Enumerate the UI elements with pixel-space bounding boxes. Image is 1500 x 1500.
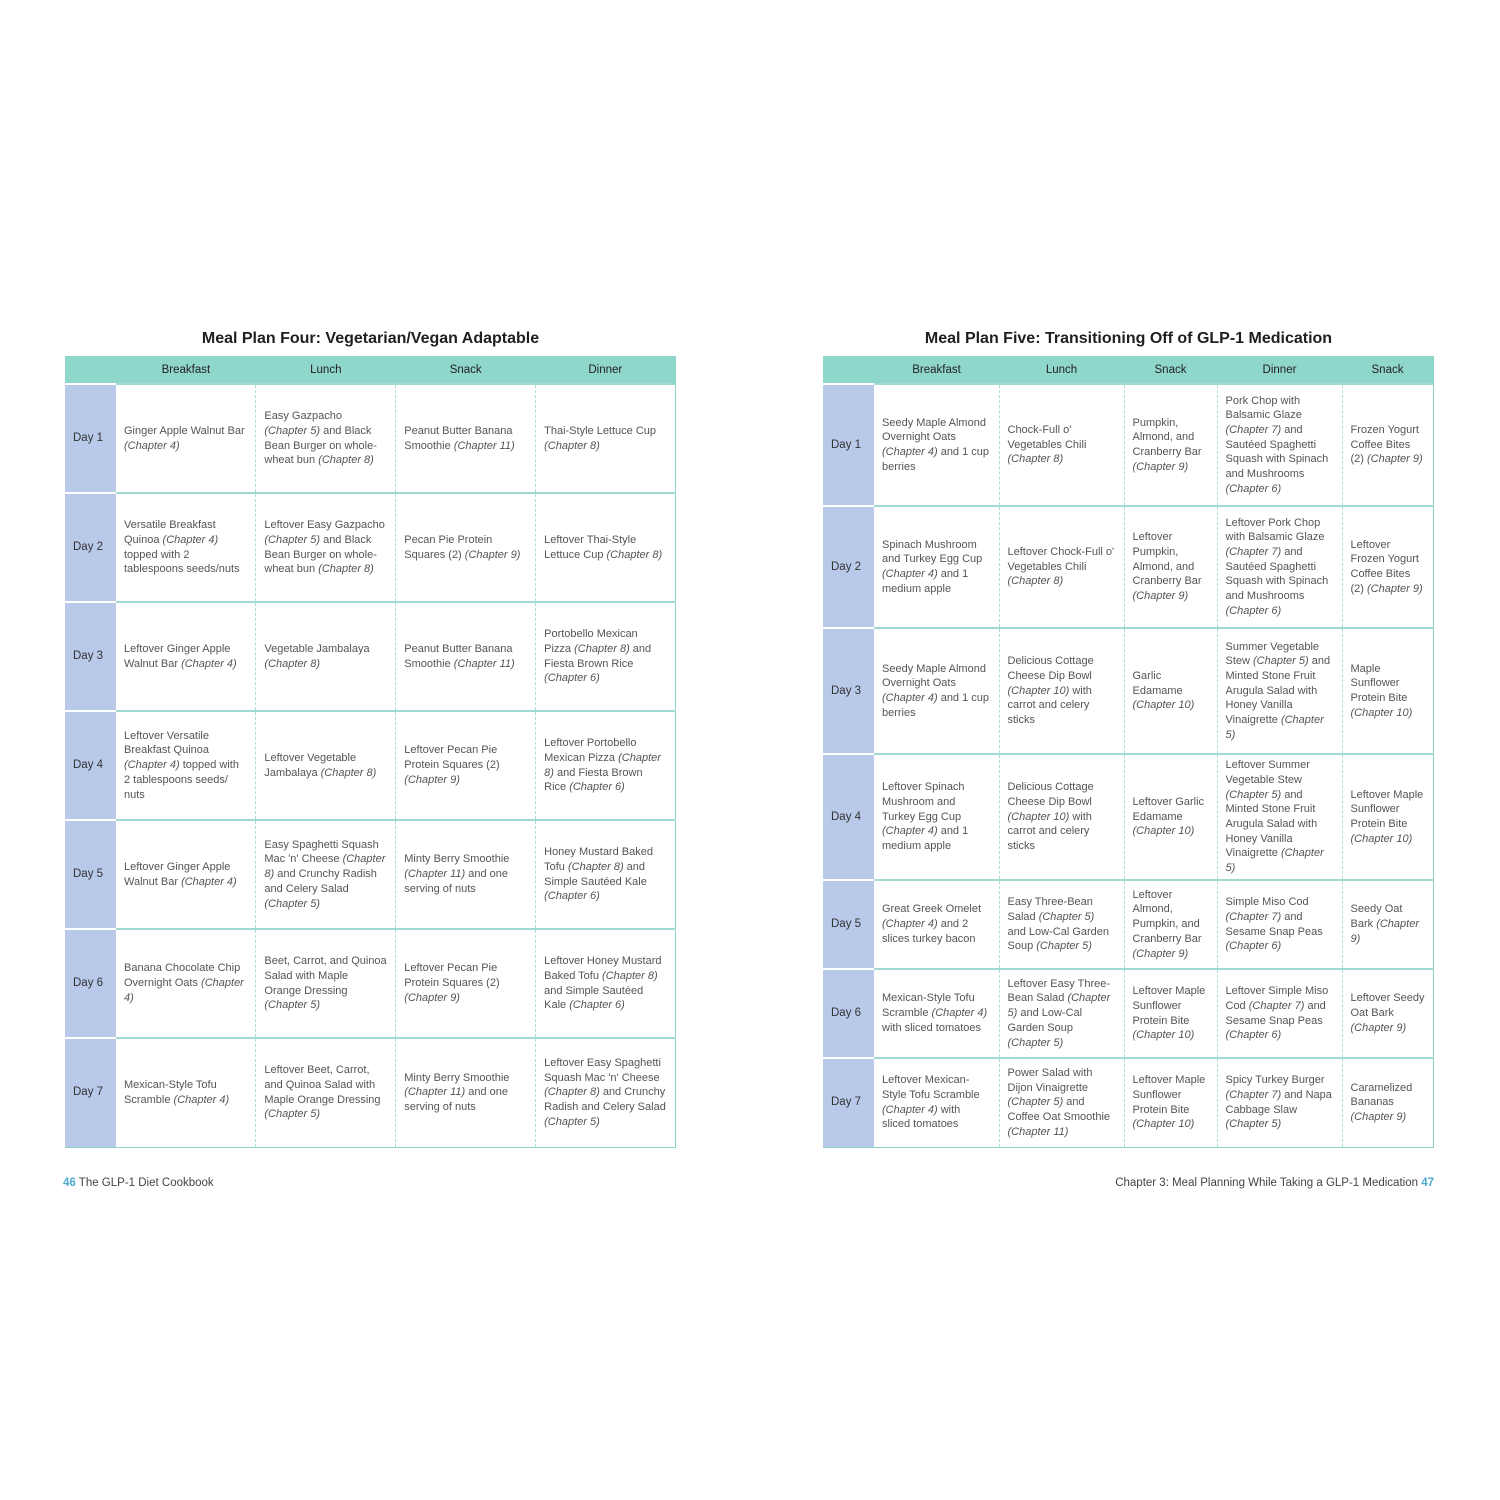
chapter-reference: (Chapter 10) <box>1007 684 1070 697</box>
day-row <box>823 1058 1434 1147</box>
chapter-reference: (Chapter 5) <box>1038 910 1095 923</box>
meal-cell <box>1124 384 1217 506</box>
chapter-reference: (Chapter 6) <box>1225 482 1282 495</box>
meal-cell <box>396 602 536 711</box>
chapter-reference: (Chapter 9) <box>404 773 460 786</box>
meal-cell <box>874 506 999 628</box>
day-label: Day 6 <box>823 969 874 1058</box>
meal-cell <box>536 1038 676 1147</box>
meal-text: Leftover Thai-Style Lettuce Cup <box>544 533 637 561</box>
meal-cell <box>1124 628 1217 754</box>
meal-text: and one serving of nuts <box>404 1086 509 1114</box>
meal-text: Vegetable Jambalaya <box>264 642 370 655</box>
meal-text: and Minted Stone Fruit Arugula Salad with Honey Vanilla Vinaigrette <box>1225 788 1318 860</box>
chapter-reference: (Chapter 4) <box>181 875 237 888</box>
meal-cell <box>1217 1058 1342 1147</box>
column-header-dinner: Dinner <box>1217 356 1342 384</box>
meal-cell <box>256 929 396 1038</box>
meal-cell <box>396 1038 536 1147</box>
meal-text: Mexican-Style Tofu Scramble <box>882 992 975 1020</box>
chapter-reference: (Chapter 5) <box>1007 1036 1064 1049</box>
meal-text: Pork Chop with Balsamic Glaze <box>1225 394 1302 422</box>
day-row <box>823 969 1434 1058</box>
meal-text: Leftover Almond, Pumpkin, and Cranberry Bar <box>1132 888 1202 945</box>
meal-text: and Black Bean Burger on whole-wheat bun <box>264 424 377 467</box>
meal-text: Minty Berry Smoothie <box>404 1071 510 1084</box>
meal-cell <box>536 711 676 820</box>
meal-text: Leftover Summer Vegetable Stew <box>1225 759 1310 786</box>
day-row <box>65 1038 676 1147</box>
meal-text: Easy Spaghetti Squash Mac 'n' Cheese <box>264 838 379 866</box>
meal-text: Simple Miso Cod <box>1225 896 1309 909</box>
chapter-reference: (Chapter 8) <box>1007 453 1064 466</box>
meal-cell <box>1124 754 1217 880</box>
plan-title: Meal Plan Four: Vegetarian/Vegan Adaptable <box>201 330 540 347</box>
day-row <box>65 711 676 820</box>
meal-text: and Low-Cal Garden Soup <box>1007 925 1110 953</box>
chapter-reference: (Chapter 5) <box>1225 788 1282 801</box>
meal-cell <box>874 1058 999 1147</box>
footer-left <box>63 1175 214 1191</box>
chapter-reference: (Chapter 10) <box>1132 699 1195 712</box>
meal-cell <box>396 711 536 820</box>
chapter-reference: (Chapter 10) <box>1132 1118 1195 1131</box>
meal-text: Garlic Edamame <box>1132 669 1183 697</box>
meal-cell <box>536 493 676 602</box>
meal-cell <box>999 969 1124 1058</box>
meal-text: Mexican-Style Tofu Scramble <box>124 1079 217 1106</box>
day-label: Day 3 <box>823 628 874 754</box>
chapter-reference: (Chapter 4) <box>882 918 938 931</box>
meal-cell <box>874 754 999 880</box>
meal-cell <box>1342 880 1434 969</box>
meal-text: Pecan Pie Protein Squares (2) <box>404 533 493 561</box>
meal-text: and Fiesta Brown Rice <box>544 766 643 794</box>
meal-text: Leftover Mexican-Style Tofu Scramble <box>882 1074 980 1102</box>
meal-text: Leftover Garlic Edamame <box>1132 795 1205 823</box>
chapter-reference: (Chapter 9) <box>1350 1021 1407 1034</box>
chapter-reference: (Chapter 7) <box>1225 1089 1282 1102</box>
meal-text: Beet, Carrot, and Quinoa Salad with Maple Orange Dressing <box>264 955 387 997</box>
meal-cell <box>999 754 1124 880</box>
meal-cell <box>396 493 536 602</box>
meal-cell <box>1217 628 1342 754</box>
meal-text: Honey Mustard Baked Tofu <box>544 846 653 873</box>
plan-title: Meal Plan Five: Transitioning Off of GLP-1 Medication <box>924 330 1333 347</box>
chapter-reference: (Chapter 4) <box>882 1103 938 1116</box>
meal-text: Leftover Maple Sunflower Protein Bite <box>1132 1074 1206 1116</box>
meal-plan-five-table <box>823 356 1434 1148</box>
meal-cell <box>536 929 676 1038</box>
chapter-reference: (Chapter 9) <box>1132 590 1189 603</box>
meal-cell <box>999 384 1124 506</box>
column-header-breakfast: Breakfast <box>116 356 256 384</box>
chapter-reference: (Chapter 9) <box>1350 1111 1407 1124</box>
chapter-reference: (Chapter 8) <box>544 1086 600 1099</box>
meal-cell <box>536 820 676 929</box>
chapter-reference: (Chapter 5) <box>264 1108 321 1121</box>
meal-text: and Fiesta Brown Rice <box>544 642 652 670</box>
chapter-reference: (Chapter 4) <box>162 533 219 546</box>
meal-cell <box>1124 1058 1217 1147</box>
chapter-reference: (Chapter 7) <box>1225 910 1282 923</box>
meal-text: Leftover Maple Sunflower Protein Bite <box>1350 788 1424 830</box>
meal-text: topped with 2 tablespoons seeds/ nuts <box>124 759 239 801</box>
day-row <box>823 628 1434 754</box>
meal-cell <box>116 1038 256 1147</box>
chapter-reference: (Chapter 8) <box>544 751 661 779</box>
chapter-reference: (Chapter 5) <box>1007 992 1111 1020</box>
day-row <box>65 820 676 929</box>
chapter-reference: (Chapter 8) <box>318 454 374 467</box>
meal-text: Leftover Ginger Apple Walnut Bar <box>124 860 231 888</box>
meal-text: Seedy Maple Almond Overnight Oats <box>882 416 986 444</box>
day-label: Day 7 <box>65 1038 116 1147</box>
chapter-reference: (Chapter 8) <box>567 860 624 873</box>
chapter-reference: (Chapter 5) <box>1225 1118 1282 1131</box>
meal-text: and Sautéed Spaghetti Squash with Spinach and Mushrooms <box>1225 545 1329 603</box>
meal-text: Leftover Chock-Full o' Vegetables Chili <box>1007 545 1115 573</box>
meal-text: and 1 medium apple <box>882 825 969 853</box>
meal-text: Leftover Seedy Oat Bark <box>1350 992 1425 1020</box>
meal-cell <box>1124 969 1217 1058</box>
meal-cell <box>256 493 396 602</box>
meal-text: and 2 slices turkey bacon <box>882 918 976 945</box>
meal-cell <box>1217 754 1342 880</box>
chapter-reference: (Chapter 9) <box>404 991 460 1004</box>
meal-text: with carrot and celery sticks <box>1007 684 1092 727</box>
chapter-reference: (Chapter 10) <box>1132 825 1195 838</box>
meal-text: Leftover Beet, Carrot, and Quinoa Salad with Maple Orange Dressing <box>264 1064 381 1106</box>
chapter-reference: (Chapter 5) <box>544 1115 600 1128</box>
chapter-reference: (Chapter 5) <box>1036 940 1092 953</box>
meal-text: and Crunchy Radish and Celery Salad <box>544 1086 666 1114</box>
header-corner <box>65 356 116 384</box>
chapter-reference: (Chapter 5) <box>264 424 321 437</box>
meal-text: and Low-Cal Garden Soup <box>1007 1007 1083 1034</box>
chapter-reference: (Chapter 10) <box>1007 810 1070 823</box>
chapter-reference: (Chapter 6) <box>1225 1029 1282 1042</box>
meal-text: Leftover Easy Three-Bean Salad <box>1007 977 1111 1005</box>
meal-text: and 1 cup berries <box>882 692 990 719</box>
chapter-reference: (Chapter 4) <box>882 692 938 704</box>
meal-cell <box>1217 506 1342 628</box>
meal-text: Easy Three-Bean Salad <box>1007 896 1093 923</box>
column-header-snack: Snack <box>396 356 536 384</box>
day-row <box>65 602 676 711</box>
day-row <box>823 754 1434 880</box>
chapter-reference: (Chapter 10) <box>1350 706 1413 719</box>
book-title: The GLP-1 Diet Cookbook <box>78 1177 214 1189</box>
header-row <box>823 356 1434 384</box>
day-row <box>823 384 1434 506</box>
meal-text: Peanut Butter Banana Smoothie <box>404 642 513 670</box>
meal-cell <box>1217 384 1342 506</box>
chapter-reference: (Chapter 9) <box>1350 918 1419 945</box>
meal-text: and Minted Stone Fruit Arugula Salad with Honey Vanilla Vinaigrette <box>1225 655 1331 727</box>
chapter-reference: (Chapter 6) <box>569 999 625 1012</box>
chapter-reference: (Chapter 9) <box>1367 453 1423 466</box>
meal-cell <box>874 628 999 754</box>
meal-text: and Sesame Snap Peas <box>1225 910 1323 938</box>
chapter-reference: (Chapter 6) <box>1225 604 1282 617</box>
meal-text: Minty Berry Smoothie <box>404 853 510 866</box>
day-label: Day 5 <box>823 880 874 969</box>
meal-cell <box>396 384 536 493</box>
meal-plan-four <box>65 328 676 1148</box>
day-row <box>65 929 676 1038</box>
day-label: Day 1 <box>823 384 874 506</box>
chapter-reference: (Chapter 10) <box>1132 1029 1195 1042</box>
meal-cell <box>396 820 536 929</box>
meal-cell <box>116 929 256 1038</box>
chapter-reference: (Chapter 4) <box>173 1093 230 1106</box>
chapter-reference: (Chapter 9) <box>1367 582 1423 595</box>
meal-text: Summer Vegetable Stew <box>1225 640 1320 668</box>
meal-text: and Napa Cabbage Slaw <box>1225 1089 1332 1116</box>
meal-cell <box>999 880 1124 969</box>
chapter-reference: (Chapter 8) <box>606 548 663 561</box>
meal-cell <box>874 969 999 1058</box>
day-label: Day 1 <box>65 384 116 493</box>
column-header-lunch: Lunch <box>256 356 396 384</box>
meal-text: and one serving of nuts <box>404 868 509 895</box>
meal-text: and 1 medium apple <box>882 568 969 595</box>
chapter-reference: (Chapter 11) <box>1007 1125 1069 1138</box>
meal-text: and 1 cup berries <box>882 446 990 473</box>
meal-cell <box>256 384 396 493</box>
meal-text: Leftover Easy Gazpacho <box>264 519 385 532</box>
chapter-reference: (Chapter 8) <box>318 563 374 576</box>
meal-text: and Crunchy Radish and Celery Salad <box>264 868 377 895</box>
meal-cell <box>116 384 256 493</box>
meal-text: Seedy Maple Almond Overnight Oats <box>882 662 986 690</box>
meal-text: Peanut Butter Banana Smoothie <box>404 424 513 452</box>
chapter-reference: (Chapter 6) <box>1225 940 1282 953</box>
column-header-breakfast: Breakfast <box>874 356 999 384</box>
meal-text: Leftover Pumpkin, Almond, and Cranberry Bar <box>1132 531 1202 588</box>
meal-text: Thai-Style Lettuce Cup <box>544 424 657 437</box>
chapter-reference: (Chapter 9) <box>1132 460 1189 473</box>
chapter-reference: (Chapter 11) <box>453 439 515 452</box>
meal-cell <box>256 820 396 929</box>
chapter-title: Chapter 3: Meal Planning While Taking a GLP-1 Medication <box>1115 1177 1418 1189</box>
chapter-reference: (Chapter 11) <box>453 657 515 670</box>
meal-text: Pumpkin, Almond, and Cranberry Bar <box>1132 416 1202 458</box>
header-corner <box>823 356 874 384</box>
chapter-reference: (Chapter 7) <box>1248 999 1305 1012</box>
meal-text: and Simple Sautéed Kale <box>544 860 647 888</box>
meal-cell <box>396 929 536 1038</box>
meal-cell <box>874 384 999 506</box>
meal-cell <box>1342 1058 1434 1147</box>
meal-text: Leftover Easy Spaghetti Squash Mac 'n' Cheese <box>544 1056 661 1084</box>
meal-cell <box>116 602 256 711</box>
chapter-reference: (Chapter 4) <box>931 1007 988 1020</box>
chapter-reference: (Chapter 9) <box>464 548 521 561</box>
meal-text: topped with 2 tablespoons seeds/nuts <box>124 548 240 576</box>
day-label: Day 2 <box>823 506 874 628</box>
meal-cell <box>1217 969 1342 1058</box>
column-header-lunch: Lunch <box>999 356 1124 384</box>
chapter-reference: (Chapter 4) <box>882 446 938 458</box>
day-label: Day 3 <box>65 602 116 711</box>
chapter-reference: (Chapter 10) <box>1350 832 1413 845</box>
meal-text: Leftover Pecan Pie Protein Squares (2) <box>404 962 500 990</box>
meal-cell <box>874 880 999 969</box>
meal-text: Maple Sunflower Protein Bite <box>1350 662 1408 704</box>
meal-text: Leftover Maple Sunflower Protein Bite <box>1132 985 1206 1027</box>
footer-right <box>1115 1175 1434 1191</box>
chapter-reference: (Chapter 8) <box>544 439 600 452</box>
page-number: 47 <box>1421 1177 1434 1189</box>
meal-text: Great Greek Omelet <box>882 903 982 916</box>
chapter-reference: (Chapter 5) <box>1225 847 1324 875</box>
meal-text: Frozen Yogurt Coffee Bites (2) <box>1350 423 1419 466</box>
page-number: 46 <box>63 1177 76 1189</box>
meal-cell <box>536 602 676 711</box>
meal-cell <box>1342 506 1434 628</box>
chapter-reference: (Chapter 5) <box>264 897 321 910</box>
meal-cell <box>999 506 1124 628</box>
meal-text: and Sesame Snap Peas <box>1225 999 1326 1027</box>
meal-text: with sliced tomatoes <box>882 1103 961 1131</box>
day-label: Day 4 <box>823 754 874 880</box>
day-label: Day 7 <box>823 1058 874 1147</box>
meal-text: Caramelized Bananas <box>1350 1081 1413 1109</box>
header-row <box>65 356 676 384</box>
meal-text: Leftover Ginger Apple Walnut Bar <box>124 642 231 670</box>
day-row <box>65 384 676 493</box>
meal-text: Leftover Simple Miso Cod <box>1225 985 1329 1012</box>
column-header-dinner: Dinner <box>536 356 676 384</box>
meal-text: Versatile Breakfast Quinoa <box>124 519 216 546</box>
chapter-reference: (Chapter 4) <box>882 568 938 580</box>
meal-text: Leftover Spinach Mushroom and Turkey Egg Cup <box>882 781 965 823</box>
column-header-snack-2: Snack <box>1342 356 1434 384</box>
meal-text: Spinach Mushroom and Turkey Egg Cup <box>882 538 983 566</box>
meal-cell <box>1124 506 1217 628</box>
chapter-reference: (Chapter 9) <box>1132 947 1189 960</box>
meal-text: Delicious Cottage Cheese Dip Bowl <box>1007 655 1094 682</box>
day-label: Day 6 <box>65 929 116 1038</box>
meal-cell <box>1217 880 1342 969</box>
meal-plan-five <box>823 328 1434 1148</box>
day-row <box>823 880 1434 969</box>
meal-cell <box>1342 754 1434 880</box>
meal-text: Delicious Cottage Cheese Dip Bowl <box>1007 781 1094 808</box>
chapter-reference: (Chapter 5) <box>1253 655 1309 668</box>
chapter-reference: (Chapter 5) <box>264 533 321 546</box>
chapter-reference: (Chapter 8) <box>602 969 658 982</box>
day-label: Day 4 <box>65 711 116 820</box>
chapter-reference: (Chapter 4) <box>124 759 180 772</box>
meal-text: Leftover Vegetable Jambalaya <box>264 751 357 779</box>
meal-plan-four-table <box>65 356 676 1148</box>
meal-text: Leftover Honey Mustard Baked Tofu <box>544 955 662 982</box>
meal-text: Leftover Portobello Mexican Pizza <box>544 737 637 764</box>
meal-cell <box>256 711 396 820</box>
chapter-reference: (Chapter 6) <box>544 890 600 903</box>
meal-text: Power Salad with Dijon Vinaigrette <box>1007 1066 1093 1094</box>
chapter-reference: (Chapter 5) <box>264 999 321 1012</box>
meal-text: Easy Gazpacho <box>264 410 343 423</box>
chapter-reference: (Chapter 8) <box>1007 575 1064 588</box>
meal-text: Leftover Pecan Pie Protein Squares (2) <box>404 744 500 772</box>
meal-text: with carrot and celery sticks <box>1007 810 1092 853</box>
chapter-reference: (Chapter 8) <box>320 766 377 779</box>
chapter-reference: (Chapter 11) <box>404 1086 466 1099</box>
meal-cell <box>116 711 256 820</box>
meal-text: with sliced tomatoes <box>882 1021 982 1034</box>
day-label: Day 2 <box>65 493 116 602</box>
chapter-reference: (Chapter 5) <box>1225 714 1324 741</box>
meal-cell <box>1342 628 1434 754</box>
chapter-reference: (Chapter 7) <box>1225 545 1282 558</box>
meal-cell <box>1124 880 1217 969</box>
chapter-reference: (Chapter 4) <box>181 657 237 670</box>
chapter-reference: (Chapter 6) <box>544 672 600 685</box>
meal-text: Leftover Versatile Breakfast Quinoa <box>124 729 209 757</box>
meal-cell <box>116 820 256 929</box>
meal-text: Portobello Mexican Pizza <box>544 628 638 655</box>
meal-text: and Black Bean Burger on whole-wheat bun <box>264 533 377 576</box>
meal-cell <box>116 493 256 602</box>
meal-cell <box>1342 384 1434 506</box>
meal-text: Chock-Full o' Vegetables Chili <box>1007 423 1087 451</box>
meal-cell <box>536 384 676 493</box>
meal-text: Leftover Frozen Yogurt Coffee Bites (2) <box>1350 538 1419 595</box>
chapter-reference: (Chapter 11) <box>404 868 466 881</box>
meal-cell <box>256 602 396 711</box>
meal-text: Seedy Oat Bark <box>1350 903 1403 931</box>
meal-text: and Sautéed Spaghetti Squash with Spinach and Mushrooms <box>1225 423 1329 481</box>
meal-text: Spicy Turkey Burger <box>1225 1074 1325 1087</box>
meal-text: and Simple Sautéed Kale <box>544 984 644 1012</box>
meal-cell <box>999 628 1124 754</box>
day-label: Day 5 <box>65 820 116 929</box>
meal-text: and Coffee Oat Smoothie <box>1007 1096 1111 1124</box>
chapter-reference: (Chapter 7) <box>1225 423 1282 436</box>
meal-text: Banana Chocolate Chip Overnight Oats <box>124 962 241 990</box>
day-row <box>823 506 1434 628</box>
day-row <box>65 493 676 602</box>
chapter-reference: (Chapter 8) <box>264 853 386 881</box>
chapter-reference: (Chapter 4) <box>124 439 180 452</box>
chapter-reference: (Chapter 4) <box>882 825 938 838</box>
chapter-reference: (Chapter 4) <box>124 977 244 1004</box>
meal-text: Ginger Apple Walnut Bar <box>124 424 245 437</box>
meal-text: Leftover Pork Chop with Balsamic Glaze <box>1225 516 1325 544</box>
chapter-reference: (Chapter 8) <box>264 657 321 670</box>
meal-cell <box>1342 969 1434 1058</box>
meal-cell <box>256 1038 396 1147</box>
meal-cell <box>999 1058 1124 1147</box>
column-header-snack: Snack <box>1124 356 1217 384</box>
chapter-reference: (Chapter 6) <box>569 781 625 794</box>
chapter-reference: (Chapter 5) <box>1007 1096 1064 1109</box>
chapter-reference: (Chapter 8) <box>574 642 630 655</box>
